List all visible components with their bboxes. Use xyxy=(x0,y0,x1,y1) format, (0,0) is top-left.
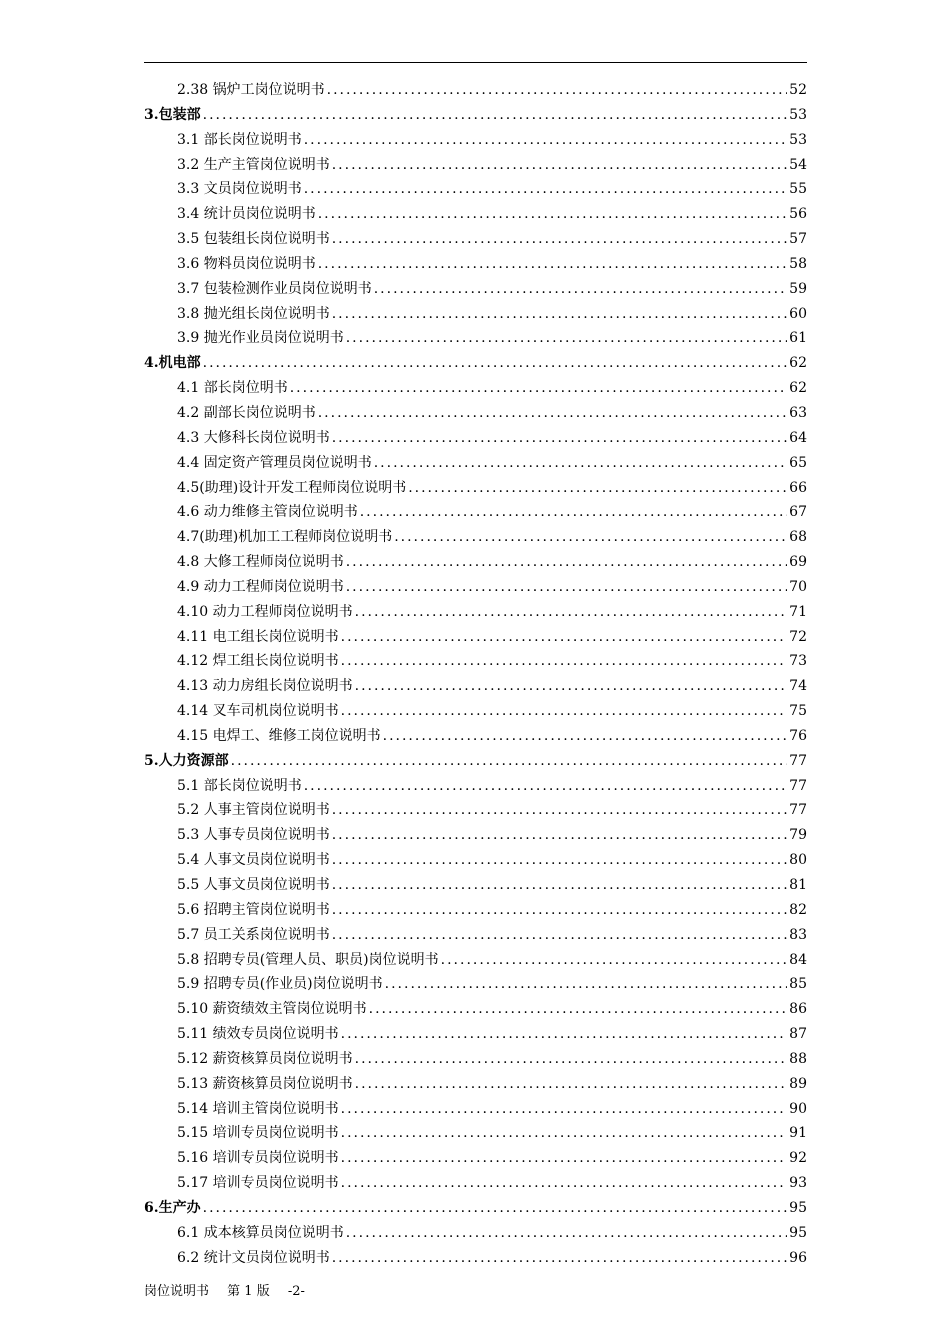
toc-entry[interactable] xyxy=(144,997,807,1022)
toc-entry-page-number: 63 xyxy=(789,404,807,421)
toc-entry-label: 4.4 固定资产管理员岗位说明书 xyxy=(177,454,372,471)
dot-leader xyxy=(341,699,788,724)
toc-entry-label: 5.人力资源部 xyxy=(144,752,229,769)
toc-entry-page-number: 53 xyxy=(789,131,807,148)
dot-leader xyxy=(332,873,787,898)
toc-entry[interactable] xyxy=(144,674,807,699)
footer-version: 第 1 版 xyxy=(227,1284,270,1299)
toc-entry-label: 5.14 培训主管岗位说明书 xyxy=(177,1100,339,1117)
toc-entry[interactable] xyxy=(144,451,807,476)
dot-leader xyxy=(385,972,788,997)
dot-leader xyxy=(304,177,787,202)
toc-entry-page-number: 86 xyxy=(789,1001,807,1018)
header-rule xyxy=(144,62,807,63)
dot-leader xyxy=(332,1246,787,1271)
dot-leader xyxy=(290,376,787,401)
toc-entry[interactable] xyxy=(144,848,807,873)
toc-entry-page-number: 70 xyxy=(789,578,807,595)
toc-entry-page-number: 77 xyxy=(789,802,807,819)
dot-leader xyxy=(332,227,787,252)
toc-entry-label: 5.16 培训专员岗位说明书 xyxy=(177,1150,339,1167)
toc-entry-label: 4.3 大修科长岗位说明书 xyxy=(177,429,330,446)
toc-entry[interactable] xyxy=(144,202,807,227)
toc-entry-label: 5.6 招聘主管岗位说明书 xyxy=(177,901,330,918)
toc-entry-label: 6.1 成本核算员岗位说明书 xyxy=(177,1224,344,1241)
toc-entry-page-number: 83 xyxy=(789,926,807,943)
toc-entry[interactable] xyxy=(144,1221,807,1246)
toc-entry-page-number: 62 xyxy=(789,355,807,372)
toc-entry[interactable] xyxy=(144,426,807,451)
toc-entry[interactable] xyxy=(144,1121,807,1146)
toc-entry-page-number: 67 xyxy=(789,504,807,521)
toc-entry-page-number: 75 xyxy=(789,703,807,720)
dot-leader xyxy=(304,128,787,153)
toc-entry[interactable] xyxy=(144,550,807,575)
dot-leader xyxy=(369,997,788,1022)
toc-section-heading[interactable] xyxy=(144,351,807,376)
toc-entry[interactable] xyxy=(144,326,807,351)
toc-entry[interactable] xyxy=(144,177,807,202)
toc-entry-label: 4.5(助理)设计开发工程师岗位说明书 xyxy=(177,479,407,496)
toc-entry-label: 4.8 大修工程师岗位说明书 xyxy=(177,554,344,571)
toc-entry[interactable] xyxy=(144,923,807,948)
toc-entry[interactable] xyxy=(144,948,807,973)
toc-entry[interactable] xyxy=(144,1097,807,1122)
dot-leader xyxy=(374,277,787,302)
toc-entry-label: 5.7 员工关系岗位说明书 xyxy=(177,926,330,943)
toc-entry-page-number: 65 xyxy=(789,454,807,471)
toc-entry-label: 5.13 薪资核算员岗位说明书 xyxy=(177,1075,353,1092)
toc-entry-page-number: 66 xyxy=(789,479,807,496)
toc-entry-label: 3.7 包装检测作业员岗位说明书 xyxy=(177,280,372,297)
toc-entry[interactable] xyxy=(144,227,807,252)
toc-entry[interactable] xyxy=(144,649,807,674)
toc-entry[interactable] xyxy=(144,525,807,550)
toc-entry[interactable] xyxy=(144,1146,807,1171)
toc-entry-page-number: 76 xyxy=(789,727,807,744)
dot-leader xyxy=(341,1022,788,1047)
toc-entry-page-number: 54 xyxy=(789,156,807,173)
dot-leader xyxy=(203,1196,788,1221)
toc-entry[interactable] xyxy=(144,972,807,997)
toc-entry[interactable] xyxy=(144,1246,807,1271)
toc-entry-page-number: 88 xyxy=(789,1050,807,1067)
toc-entry[interactable] xyxy=(144,153,807,178)
toc-entry-label: 4.机电部 xyxy=(144,355,201,372)
toc-entry-page-number: 95 xyxy=(789,1224,807,1241)
dot-leader xyxy=(341,1171,788,1196)
dot-leader xyxy=(355,674,788,699)
toc-entry-page-number: 69 xyxy=(789,554,807,571)
toc-entry-label: 4.6 动力维修主管岗位说明书 xyxy=(177,504,358,521)
dot-leader xyxy=(441,948,788,973)
toc-entry-label: 5.9 招聘专员(作业员)岗位说明书 xyxy=(177,976,383,993)
dot-leader xyxy=(341,1121,788,1146)
toc-entry[interactable] xyxy=(144,476,807,501)
dot-leader xyxy=(346,326,787,351)
toc-entry-page-number: 64 xyxy=(789,429,807,446)
footer-doc-title: 岗位说明书 xyxy=(144,1284,210,1299)
dot-leader xyxy=(374,451,787,476)
toc-entry[interactable] xyxy=(144,774,807,799)
toc-entry[interactable] xyxy=(144,724,807,749)
toc-entry-label: 3.4 统计员岗位说明书 xyxy=(177,206,316,223)
toc-entry-label: 4.11 电工组长岗位说明书 xyxy=(177,628,339,645)
toc-entry-label: 3.8 抛光组长岗位说明书 xyxy=(177,305,330,322)
dot-leader xyxy=(408,476,787,501)
toc-entry[interactable] xyxy=(144,1171,807,1196)
dot-leader xyxy=(341,649,788,674)
toc-entry-page-number: 61 xyxy=(789,330,807,347)
toc-entry[interactable] xyxy=(144,376,807,401)
dot-leader xyxy=(394,525,787,550)
toc-entry-label: 3.2 生产主管岗位说明书 xyxy=(177,156,330,173)
toc-entry-page-number: 84 xyxy=(789,951,807,968)
toc-entry-page-number: 62 xyxy=(789,380,807,397)
dot-leader xyxy=(332,798,787,823)
toc-entry-label: 3.5 包装组长岗位说明书 xyxy=(177,231,330,248)
toc-entry-page-number: 91 xyxy=(789,1125,807,1142)
toc-entry-page-number: 73 xyxy=(789,653,807,670)
toc-entry[interactable] xyxy=(144,898,807,923)
toc-entry-label: 4.13 动力房组长岗位说明书 xyxy=(177,678,353,695)
toc-entry[interactable] xyxy=(144,575,807,600)
toc-entry[interactable] xyxy=(144,401,807,426)
toc-section-heading[interactable] xyxy=(144,1196,807,1221)
toc-entry-label: 3.1 部长岗位说明书 xyxy=(177,131,302,148)
dot-leader xyxy=(332,923,787,948)
toc-entry-label: 5.5 人事文员岗位说明书 xyxy=(177,877,330,893)
toc-entry[interactable] xyxy=(144,1047,807,1072)
toc-entry-page-number: 56 xyxy=(789,206,807,223)
toc-entry-page-number: 85 xyxy=(789,976,807,993)
toc-entry-label: 6.生产办 xyxy=(144,1199,201,1216)
toc-entry-page-number: 57 xyxy=(789,231,807,248)
toc-entry-label: 3.包装部 xyxy=(144,106,201,123)
toc-entry-label: 5.8 招聘专员(管理人员、职员)岗位说明书 xyxy=(177,951,439,968)
toc-entry[interactable] xyxy=(144,873,807,898)
dot-leader xyxy=(341,1097,788,1122)
dot-leader xyxy=(332,898,787,923)
dot-leader xyxy=(318,401,787,426)
toc-entry-label: 5.2 人事主管岗位说明书 xyxy=(177,802,330,819)
toc-entry-page-number: 71 xyxy=(789,603,807,620)
toc-entry-label: 5.11 绩效专员岗位说明书 xyxy=(177,1026,339,1043)
toc-entry-label: 5.3 人事专员岗位说明书 xyxy=(177,827,330,844)
dot-leader xyxy=(332,153,787,178)
toc-entry[interactable] xyxy=(144,600,807,625)
toc-entry[interactable] xyxy=(144,78,807,103)
toc-entry-page-number: 92 xyxy=(789,1150,807,1167)
toc-entry[interactable] xyxy=(144,277,807,302)
dot-leader xyxy=(231,749,788,774)
toc-entry[interactable] xyxy=(144,500,807,525)
dot-leader xyxy=(355,600,788,625)
toc-entry-page-number: 95 xyxy=(789,1199,807,1216)
toc-section-heading[interactable] xyxy=(144,103,807,128)
dot-leader xyxy=(355,1047,788,1072)
dot-leader xyxy=(360,500,787,525)
dot-leader xyxy=(355,1072,788,1097)
toc-entry[interactable] xyxy=(144,1022,807,1047)
toc-entry-label: 4.7(助理)机加工工程师岗位说明书 xyxy=(177,529,393,546)
dot-leader xyxy=(341,625,788,650)
toc-entry-label: 5.17 培训专员岗位说明书 xyxy=(177,1175,339,1192)
toc-entry-page-number: 68 xyxy=(789,529,807,546)
toc-entry-label: 4.1 部长岗位明书 xyxy=(177,380,288,397)
dot-leader xyxy=(346,575,787,600)
dot-leader xyxy=(203,351,788,376)
toc-entry-label: 6.2 统计文员岗位说明书 xyxy=(177,1249,330,1266)
toc-entry-page-number: 55 xyxy=(789,181,807,198)
toc-entry[interactable] xyxy=(144,252,807,277)
toc-entry-label: 5.1 部长岗位说明书 xyxy=(177,777,302,794)
dot-leader xyxy=(332,426,787,451)
toc-entry-label: 5.15 培训专员岗位说明书 xyxy=(177,1125,339,1142)
toc-entry-label: 4.2 副部长岗位说明书 xyxy=(177,404,316,421)
dot-leader xyxy=(332,848,787,873)
toc-entry-page-number: 74 xyxy=(789,678,807,695)
toc-entry-page-number: 59 xyxy=(789,280,807,297)
toc-entry-page-number: 90 xyxy=(789,1100,807,1117)
toc-entry-page-number: 58 xyxy=(789,255,807,272)
dot-leader xyxy=(318,202,787,227)
dot-leader xyxy=(341,1146,788,1171)
dot-leader xyxy=(332,302,787,327)
toc-entry-page-number: 87 xyxy=(789,1026,807,1043)
toc-entry-label: 4.14 叉车司机岗位说明书 xyxy=(177,703,339,720)
toc-entry-label: 5.10 薪资绩效主管岗位说明书 xyxy=(177,1001,367,1018)
toc-entry-page-number: 79 xyxy=(789,827,807,844)
dot-leader xyxy=(346,1221,787,1246)
toc-entry-page-number: 82 xyxy=(789,901,807,918)
toc-entry-page-number: 72 xyxy=(789,628,807,645)
toc-entry[interactable] xyxy=(144,823,807,848)
toc-entry-page-number: 96 xyxy=(789,1249,807,1266)
toc-entry-label: 2.38 锅炉工岗位说明书 xyxy=(177,82,325,98)
toc-entry-page-number: 77 xyxy=(789,777,807,794)
toc-entry-label: 4.9 动力工程师岗位说明书 xyxy=(177,578,344,595)
toc-entry[interactable] xyxy=(144,1072,807,1097)
toc-entry-page-number: 80 xyxy=(789,852,807,869)
toc-entry-page-number: 53 xyxy=(789,106,807,123)
toc-section-heading[interactable] xyxy=(144,749,807,774)
dot-leader xyxy=(383,724,788,749)
toc-entry-page-number: 81 xyxy=(789,877,807,893)
toc-entry-page-number: 60 xyxy=(789,305,807,322)
toc-entry[interactable] xyxy=(144,699,807,724)
dot-leader xyxy=(332,823,787,848)
toc-entry[interactable] xyxy=(144,625,807,650)
toc-entry-label: 3.6 物料员岗位说明书 xyxy=(177,255,316,272)
toc-entry[interactable] xyxy=(144,798,807,823)
toc-entry-label: 3.9 抛光作业员岗位说明书 xyxy=(177,330,344,347)
toc-entry-label: 5.12 薪资核算员岗位说明书 xyxy=(177,1050,353,1067)
dot-leader xyxy=(327,78,788,103)
page-footer xyxy=(144,1280,319,1299)
toc-entry[interactable] xyxy=(144,128,807,153)
dot-leader xyxy=(304,774,787,799)
toc-entry-page-number: 93 xyxy=(789,1175,807,1192)
toc-entry-page-number: 77 xyxy=(789,752,807,769)
toc-entry-label: 3.3 文员岗位说明书 xyxy=(177,181,302,198)
toc-entry-label: 5.4 人事文员岗位说明书 xyxy=(177,852,330,869)
toc-entry-label: 4.15 电焊工、维修工岗位说明书 xyxy=(177,727,381,744)
toc-entry-page-number: 52 xyxy=(789,82,807,98)
dot-leader xyxy=(203,103,788,128)
footer-page-number: -2- xyxy=(287,1284,305,1299)
toc-entry-label: 4.12 焊工组长岗位说明书 xyxy=(177,653,339,670)
toc-entry-page-number: 89 xyxy=(789,1075,807,1092)
dot-leader xyxy=(318,252,787,277)
toc-entry[interactable] xyxy=(144,302,807,327)
table-of-contents xyxy=(144,78,807,1271)
dot-leader xyxy=(346,550,787,575)
toc-entry-label: 4.10 动力工程师岗位说明书 xyxy=(177,603,353,620)
